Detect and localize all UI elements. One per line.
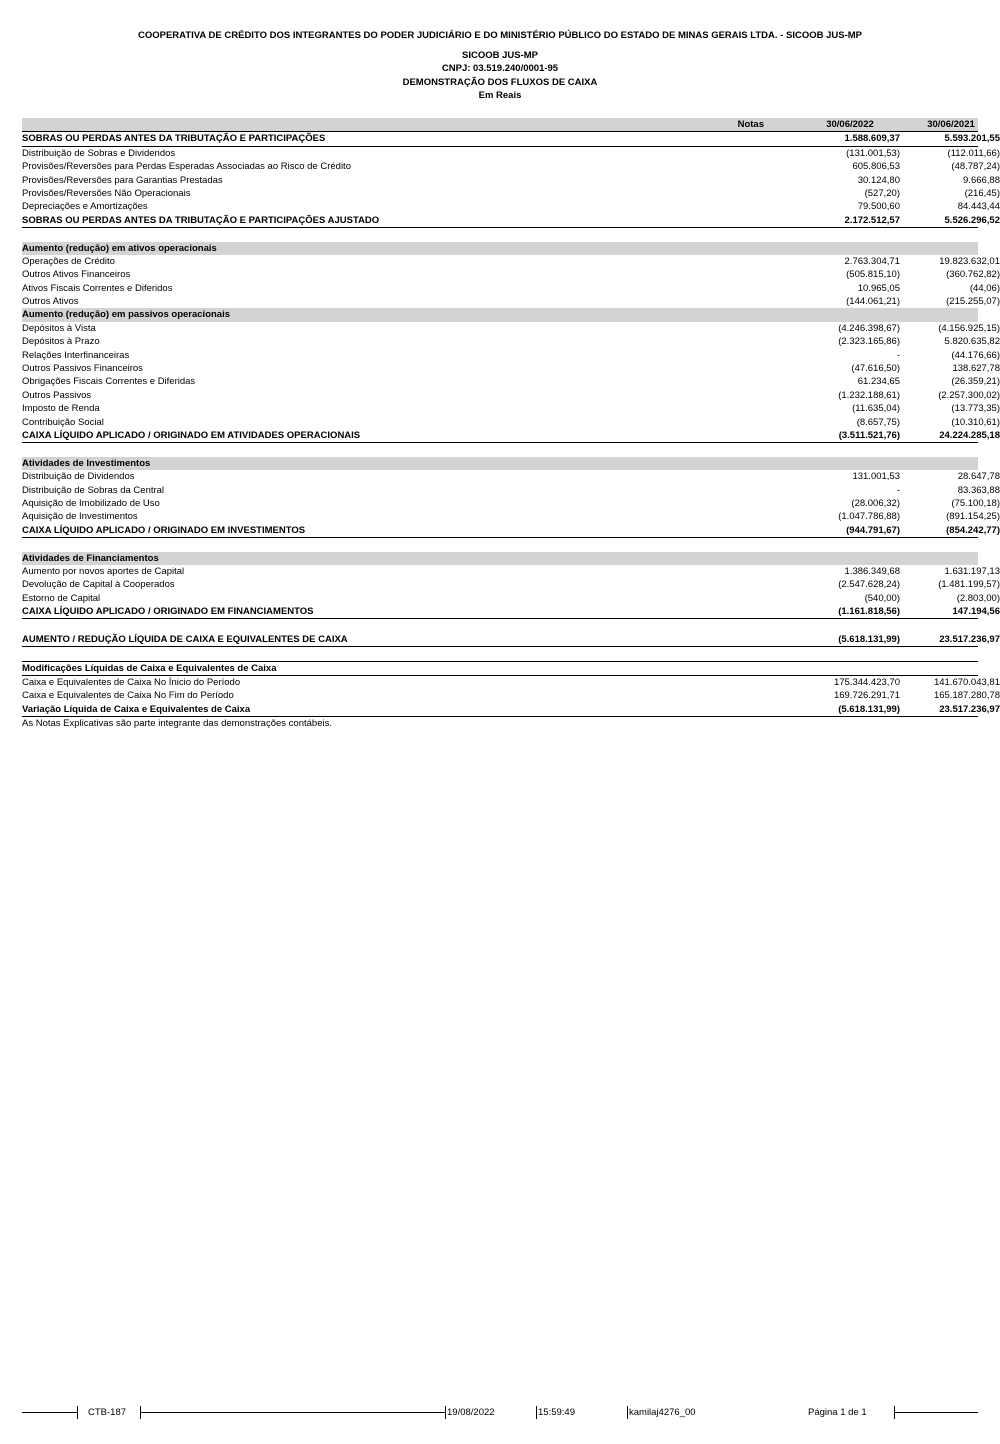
short-name: SICOOB JUS-MP bbox=[461, 50, 538, 61]
currency-label: Em Reais bbox=[478, 90, 522, 101]
column-header-row bbox=[22, 118, 978, 131]
value-2022: (2.323.165,86) bbox=[838, 336, 900, 348]
value-2022: (28.006,32) bbox=[851, 497, 900, 509]
value-2022: (1.161.818,56) bbox=[838, 606, 900, 618]
row-label: Aumento por novos aportes de Capital bbox=[22, 565, 185, 577]
row-label: Aumento (redução) em passivos operacionais bbox=[22, 309, 231, 321]
value-2021: 147.194,56 bbox=[952, 606, 1000, 618]
date2-column-header: 30/06/2021 bbox=[927, 119, 975, 130]
value-2021: 28.647,78 bbox=[957, 471, 1000, 483]
row-label: Distribuição de Sobras da Central bbox=[22, 484, 165, 496]
page-footer bbox=[22, 1406, 978, 1420]
page-number: Página 1 de 1 bbox=[808, 1407, 867, 1418]
row-label: Estorno de Capital bbox=[22, 592, 101, 604]
value-2022: (5.618.131,99) bbox=[838, 703, 900, 715]
value-2022: 1.588.609,37 bbox=[844, 133, 900, 145]
section-header-row bbox=[22, 308, 978, 321]
print-time: 15:59:49 bbox=[538, 1407, 575, 1418]
row-label: Outros Ativos bbox=[22, 296, 79, 308]
row-label: Variação Líquida de Caixa e Equivalentes de Caixa bbox=[22, 703, 251, 715]
total-row bbox=[22, 524, 1000, 538]
row-label: Aquisição de Investimentos bbox=[22, 511, 138, 523]
value-2021: (215.255,07) bbox=[946, 296, 1000, 308]
value-2022: (540,00) bbox=[864, 592, 900, 604]
value-2021: (1.481.199,57) bbox=[938, 579, 1000, 591]
table-row bbox=[22, 174, 1000, 187]
print-date: 19/08/2022 bbox=[447, 1407, 495, 1418]
row-label: Atividades de Financiamentos bbox=[22, 552, 159, 564]
value-2021: (4.156.925,15) bbox=[938, 322, 1000, 334]
table-row bbox=[22, 402, 1000, 415]
value-2022: (3.511.521,76) bbox=[838, 429, 900, 441]
row-label: SOBRAS OU PERDAS ANTES DA TRIBUTAÇÃO E PARTICIPAÇÕES AJUSTADO bbox=[22, 214, 380, 226]
table-row bbox=[22, 676, 1000, 689]
value-2021: (216,45) bbox=[964, 187, 1000, 199]
value-2021: (112.011,66) bbox=[947, 147, 1000, 159]
section-header-row bbox=[22, 552, 978, 565]
table-row bbox=[22, 416, 1000, 429]
row-label: Depósitos à Vista bbox=[22, 322, 96, 334]
value-2022: (11.635,04) bbox=[852, 403, 900, 415]
table-row bbox=[22, 592, 1000, 605]
value-2022: (144.061,21) bbox=[846, 296, 900, 308]
value-2022: 2.763.304,71 bbox=[844, 255, 900, 267]
table-row bbox=[22, 565, 1000, 578]
table-row bbox=[22, 255, 1000, 268]
total-row bbox=[22, 703, 1000, 717]
table-row bbox=[22, 362, 1000, 375]
row-label: Caixa e Equivalentes de Caixa No Ínicio do Período bbox=[22, 677, 241, 689]
table-row bbox=[22, 375, 1000, 388]
row-label: CAIXA LÍQUIDO APLICADO / ORIGINADO EM INVESTIMENTOS bbox=[22, 524, 306, 536]
value-2022: (505.815,10) bbox=[846, 269, 900, 281]
row-label: Aquisição de Imobilizado de Uso bbox=[22, 497, 160, 509]
table-row bbox=[22, 322, 1000, 335]
spacer-row bbox=[22, 228, 978, 241]
row-label: Devolução de Capital à Cooperados bbox=[22, 579, 175, 591]
value-2021: 24.224.285,18 bbox=[939, 429, 1000, 441]
value-2022: 1.386.349,68 bbox=[844, 565, 900, 577]
row-label: Imposto de Renda bbox=[22, 403, 100, 415]
value-2021: 19.823.632,01 bbox=[939, 255, 1000, 267]
row-label: Distribuição de Sobras e Dividendos bbox=[22, 147, 176, 159]
value-2022: (2.547.628,24) bbox=[838, 579, 900, 591]
row-label: Outros Passivos Financeiros bbox=[22, 363, 143, 375]
value-2022: 131.001,53 bbox=[852, 471, 900, 483]
row-label: CAIXA LÍQUIDO APLICADO / ORIGINADO EM ATIVIDADES OPERACIONAIS bbox=[22, 429, 361, 441]
value-2022: (944.791,67) bbox=[846, 524, 900, 536]
table-row bbox=[22, 578, 1000, 591]
row-label: SOBRAS OU PERDAS ANTES DA TRIBUTAÇÃO E PARTICIPAÇÕES bbox=[22, 133, 326, 145]
value-2021: 5.820.635,82 bbox=[944, 336, 1000, 348]
date1-column-header: 30/06/2022 bbox=[826, 119, 874, 130]
cash-flow-table bbox=[22, 118, 1000, 731]
total-row bbox=[22, 131, 1000, 146]
row-label: Operações de Crédito bbox=[22, 255, 115, 267]
table-row bbox=[22, 689, 1000, 702]
row-label: Aumento (redução) em ativos operacionais bbox=[22, 242, 217, 254]
value-2021: 5.526.296,52 bbox=[944, 214, 1000, 226]
statement-title: DEMONSTRAÇÃO DOS FLUXOS DE CAIXA bbox=[402, 77, 598, 88]
total-row bbox=[22, 605, 1000, 619]
row-label: Depreciações e Amortizações bbox=[22, 201, 148, 213]
row-label: Atividades de Investimentos bbox=[22, 457, 151, 469]
row-label: Relações Interfinanceiras bbox=[22, 349, 130, 361]
value-2022: (1.232.188,61) bbox=[838, 389, 900, 401]
table-row bbox=[22, 335, 1000, 348]
row-label: Distribuição de Dividendos bbox=[22, 471, 135, 483]
value-2021: (75.100,18) bbox=[951, 497, 1000, 509]
row-label: AUMENTO / REDUÇÃO LÍQUIDA DE CAIXA E EQUIVALENTES DE CAIXA bbox=[22, 633, 348, 645]
row-label: Outros Ativos Financeiros bbox=[22, 269, 131, 281]
company-name: COOPERATIVA DE CRÉDITO DOS INTEGRANTES DO PODER JUDICIÁRIO E DO MINISTÉRIO PÚBLICO DO ESTADO DE MINAS GERAIS LTDA. - SICOOB JUS-MP bbox=[138, 30, 862, 41]
value-2021: 1.631.197,13 bbox=[944, 565, 1000, 577]
row-label: Caixa e Equivalentes de Caixa No Fim do Período bbox=[22, 690, 234, 702]
table-row bbox=[22, 510, 1000, 523]
row-label: Provisões/Reversões para Garantias Prestadas bbox=[22, 174, 223, 186]
report-code: CTB-187 bbox=[88, 1407, 127, 1418]
total-row bbox=[22, 429, 1000, 443]
value-2021: 23.517.236,97 bbox=[939, 703, 1000, 715]
value-2021: 84.443,44 bbox=[957, 201, 1000, 213]
notes-column-header: Notas bbox=[737, 119, 764, 130]
footnote: As Notas Explicativas são parte integrante das demonstrações contábeis. bbox=[22, 718, 332, 730]
value-2021: 23.517.236,97 bbox=[939, 633, 1000, 645]
value-2021: (891.154,25) bbox=[946, 511, 1000, 523]
total-row bbox=[22, 633, 1000, 647]
value-2022: (4.246.398,67) bbox=[838, 322, 900, 334]
value-2021: (26.359,21) bbox=[951, 376, 1000, 388]
row-label: Ativos Fiscais Correntes e Diferidos bbox=[22, 282, 173, 294]
row-label: Provisões/Reversões para Perdas Esperadas Associadas ao Risco de Crédito bbox=[22, 161, 351, 173]
user-id: kamilaj4276_00 bbox=[629, 1407, 696, 1418]
value-2021: 141.670.043,81 bbox=[933, 677, 1000, 689]
cnpj: CNPJ: 03.519.240/0001-95 bbox=[441, 63, 559, 74]
table-row bbox=[22, 470, 1000, 483]
value-2021: 9.666,88 bbox=[963, 174, 1000, 186]
row-label: Depósitos à Prazo bbox=[22, 336, 100, 348]
spacer-row bbox=[22, 647, 978, 660]
table-body bbox=[22, 131, 1000, 717]
value-2022: (5.618.131,99) bbox=[838, 633, 900, 645]
total-row bbox=[22, 661, 978, 676]
total-row bbox=[22, 214, 1000, 228]
row-label: Obrigações Fiscais Correntes e Diferidas bbox=[22, 376, 196, 388]
value-2021: (13.773,35) bbox=[951, 403, 1000, 415]
table-row bbox=[22, 497, 1000, 510]
table-row bbox=[22, 484, 1000, 497]
value-2022: 30.124,80 bbox=[857, 174, 900, 186]
value-2022: (8.657,75) bbox=[856, 416, 900, 428]
table-row bbox=[22, 160, 1000, 173]
table-row bbox=[22, 147, 1000, 160]
spacer-row bbox=[22, 619, 978, 632]
value-2022: - bbox=[896, 484, 900, 496]
value-2022: (1.047.786,88) bbox=[838, 511, 900, 523]
row-label: Provisões/Reversões Não Operacionais bbox=[22, 187, 191, 199]
value-2022: 61.234,65 bbox=[857, 376, 900, 388]
table-row bbox=[22, 200, 1000, 213]
value-2021: (854.242,77) bbox=[946, 524, 1000, 536]
value-2021: 165.187.280,78 bbox=[933, 690, 1000, 702]
value-2021: (2.257.300,02) bbox=[938, 389, 1000, 401]
value-2021: 83.363,88 bbox=[957, 484, 1000, 496]
table-row bbox=[22, 282, 1000, 295]
value-2021: 5.593.201,55 bbox=[944, 133, 1000, 145]
spacer-row bbox=[22, 538, 978, 551]
row-label: Modificações Líquidas de Caixa e Equivalentes de Caixa bbox=[22, 662, 277, 674]
section-header-row bbox=[22, 457, 978, 470]
value-2021: (2.803,00) bbox=[956, 592, 1000, 604]
value-2021: (48.787,24) bbox=[951, 161, 1000, 173]
value-2022: 169.726.291,71 bbox=[833, 690, 900, 702]
value-2022: 2.172.512,57 bbox=[844, 214, 900, 226]
row-label: CAIXA LÍQUIDO APLICADO / ORIGINADO EM FINANCIAMENTOS bbox=[22, 606, 314, 618]
value-2022: 175.344.423,70 bbox=[833, 677, 900, 689]
section-header-row bbox=[22, 242, 978, 255]
value-2022: 605.806,53 bbox=[852, 161, 900, 173]
spacer-row bbox=[22, 443, 978, 456]
value-2022: - bbox=[896, 349, 900, 361]
value-2021: (44,06) bbox=[969, 282, 1000, 294]
table-row bbox=[22, 187, 1000, 200]
value-2021: 138.627,78 bbox=[952, 363, 1000, 375]
value-2022: 10.965,05 bbox=[857, 282, 900, 294]
value-2022: (131.001,53) bbox=[846, 147, 900, 159]
value-2021: (44.176,66) bbox=[951, 349, 1000, 361]
table-row bbox=[22, 295, 1000, 308]
value-2021: (10.310,61) bbox=[951, 416, 1000, 428]
value-2021: (360.762,82) bbox=[946, 269, 1000, 281]
value-2022: (47.616,50) bbox=[851, 363, 900, 375]
table-row bbox=[22, 268, 1000, 281]
table-row bbox=[22, 389, 1000, 402]
row-label: Contribuição Social bbox=[22, 416, 104, 428]
value-2022: 79.500,60 bbox=[857, 201, 900, 213]
value-2022: (527,20) bbox=[864, 187, 900, 199]
table-row bbox=[22, 349, 1000, 362]
row-label: Outros Passivos bbox=[22, 389, 92, 401]
